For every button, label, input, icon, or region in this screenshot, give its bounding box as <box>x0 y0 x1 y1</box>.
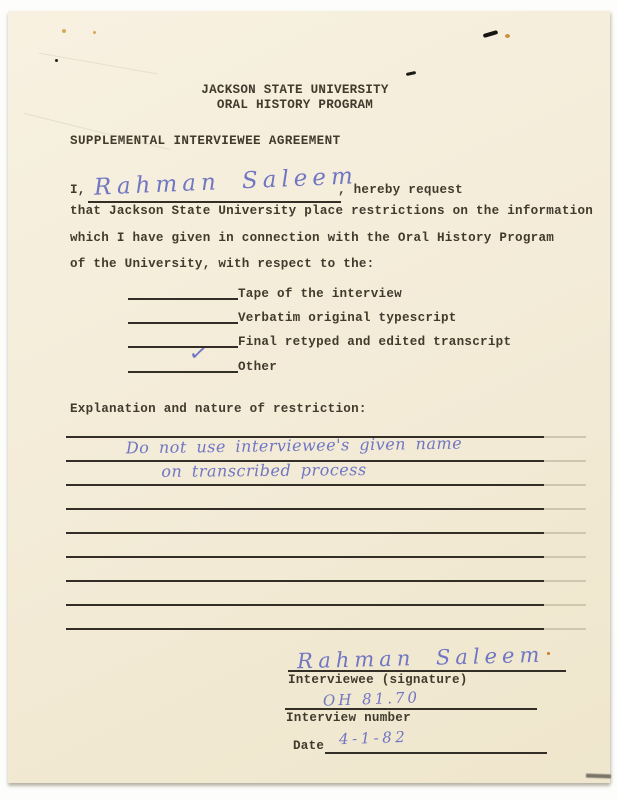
opening-suffix: , hereby request <box>338 183 463 197</box>
ruled-line <box>66 558 544 582</box>
ruled-line <box>66 534 544 558</box>
body-line: of the University, with respect to the: <box>70 257 375 271</box>
ink-speck <box>483 30 499 38</box>
option-label: Other <box>238 360 278 374</box>
option-blank-line <box>128 309 238 324</box>
ruled-line <box>66 414 544 438</box>
explanation-handwritten-line2: on transcribed process <box>161 460 367 481</box>
university-title: JACKSON STATE UNIVERSITY <box>201 83 389 97</box>
option-blank-line <box>128 358 238 373</box>
explanation-label: Explanation and nature of restriction: <box>70 402 367 416</box>
option-label: Tape of the interview <box>238 287 402 301</box>
option-tape <box>128 283 402 300</box>
body-line: that Jackson State University place restrictions on the information <box>70 204 594 218</box>
ruled-line <box>66 582 544 606</box>
option-blank-line <box>128 333 238 348</box>
date-line <box>325 752 547 754</box>
signature-label: Interviewee (signature) <box>288 673 468 687</box>
interview-number-handwritten: OH 81.70 <box>322 688 421 710</box>
stain-speck <box>505 34 510 38</box>
checkmark-icon: ✓ <box>187 340 210 366</box>
option-blank-line <box>128 285 238 300</box>
form-title: SUPPLEMENTAL INTERVIEWEE AGREEMENT <box>70 134 341 148</box>
opening-prefix: I, <box>70 183 86 197</box>
program-title: ORAL HISTORY PROGRAM <box>216 98 374 112</box>
paper-crease <box>39 53 157 75</box>
interview-number-line <box>285 708 537 710</box>
body-line: which I have given in connection with the Oral History Program <box>70 231 555 245</box>
explanation-handwritten-line1: Do not use interviewee's given name <box>125 433 463 458</box>
signature-handwritten: Rahman Saleem <box>296 642 545 674</box>
stain-speck <box>93 31 96 34</box>
interviewee-name-handwritten: Rahman Saleem <box>93 163 359 201</box>
stain-speck <box>547 652 550 655</box>
scan-shadow-mark <box>586 774 611 779</box>
date-handwritten: 4-1-82 <box>338 727 409 749</box>
option-label: Final retyped and edited transcript <box>238 335 512 349</box>
stain-speck <box>62 29 66 33</box>
option-label: Verbatim original typescript <box>238 311 457 325</box>
signature-line <box>288 670 566 672</box>
ruled-line <box>66 510 544 534</box>
ruled-line <box>66 606 544 630</box>
ink-speck <box>55 59 58 62</box>
ruled-line <box>66 486 544 510</box>
date-label: Date <box>293 739 325 753</box>
interview-number-label: Interview number <box>286 711 411 725</box>
paper-sheet <box>8 11 610 783</box>
ink-speck <box>406 71 416 76</box>
name-blank-line <box>88 201 341 203</box>
option-verbatim <box>128 307 457 324</box>
option-final-transcript <box>128 331 511 348</box>
